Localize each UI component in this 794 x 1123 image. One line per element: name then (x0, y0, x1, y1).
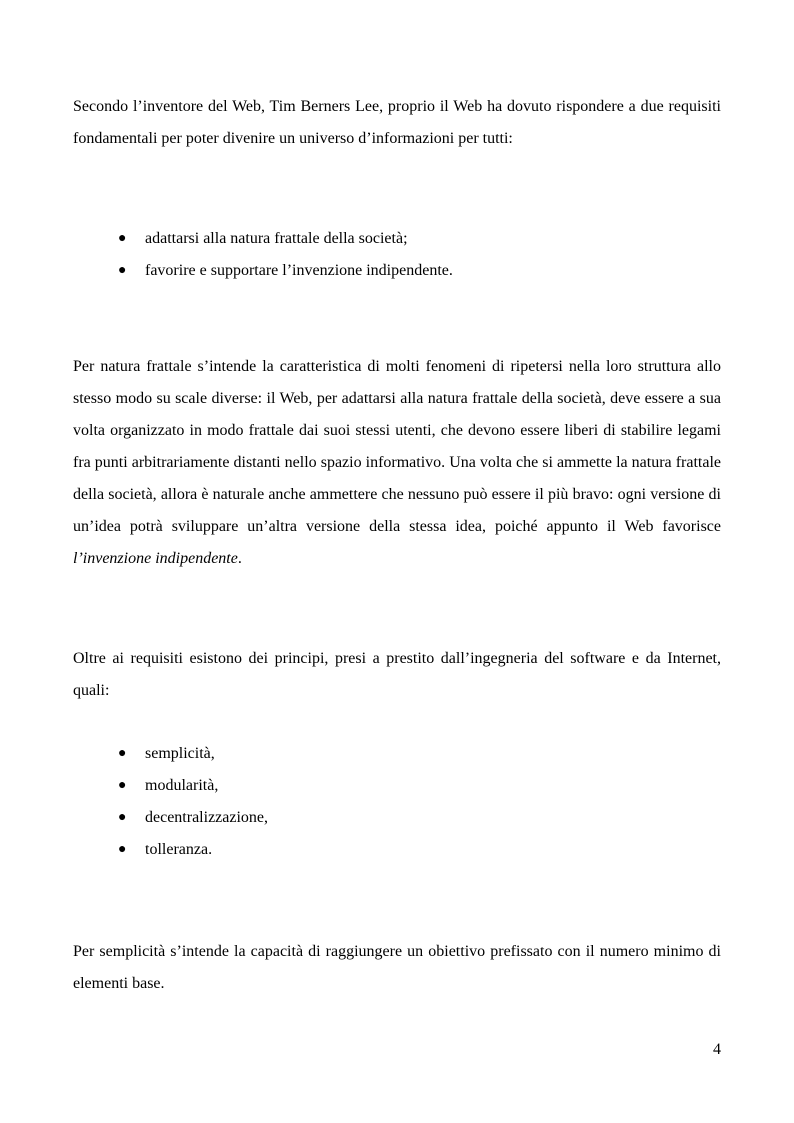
paragraph-semplicita: Per semplicità s’intende la capacità di raggiungere un obiettivo prefissato con il numero minimo di elementi base. (73, 943, 721, 992)
list-item-text: favorire e supportare l’invenzione indipendente. (145, 262, 453, 279)
list-item-text: semplicità, (145, 745, 215, 762)
list-item-text: adattarsi alla natura frattale della società; (145, 230, 408, 247)
bullet-icon: ● (118, 810, 127, 825)
list-item-text: decentralizzazione, (145, 809, 269, 826)
list-item-text: modularità, (145, 777, 219, 794)
list-item (118, 223, 453, 255)
bullet-icon: ● (118, 746, 127, 761)
paragraph-end: . (237, 550, 242, 567)
bullet-icon: ● (118, 778, 127, 793)
list-item (118, 770, 268, 802)
bullet-icon: ● (118, 263, 127, 278)
list-item-text: tolleranza. (145, 841, 213, 858)
paragraph-principi-intro: Oltre ai requisiti esistono dei principi, presi a prestito dall’ingegneria del software e da Internet, quali: (73, 650, 721, 699)
italic-emphasis: l’invenzione indipendente (73, 550, 238, 567)
bullet-icon: ● (118, 231, 127, 246)
list-item (118, 738, 268, 770)
page-number: 4 (713, 1041, 721, 1058)
requisiti-list (118, 223, 453, 287)
principi-list (118, 738, 268, 866)
list-item (118, 802, 268, 834)
list-item (118, 834, 268, 866)
paragraph-requisiti-intro: Secondo l’inventore del Web, Tim Berners Lee, proprio il Web ha dovuto rispondere a due requisiti fondamentali per poter divenire un universo d’informazioni per tutti: (73, 98, 721, 147)
paragraph-natura-frattale (73, 351, 721, 575)
paragraph-text: Per natura frattale s’intende la caratteristica di molti fenomeni di ripetersi nella loro struttura allo stesso modo su scale diverse: il Web, per adattarsi alla natura frattale della società, deve essere a sua volta organizzato in modo frattale dai suoi stessi utenti, che devono essere liberi di stabilire legami fra punti arbitrariamente distanti nello spazio informativo. Una volta che si ammette la natura frattale della società, allora è naturale anche ammettere che nessuno può essere il più bravo: ogni versione di un’idea potrà sviluppare un’altra versione della stessa idea, poiché appunto il Web favorisce (73, 358, 721, 535)
list-item (118, 255, 453, 287)
bullet-icon: ● (118, 842, 127, 857)
